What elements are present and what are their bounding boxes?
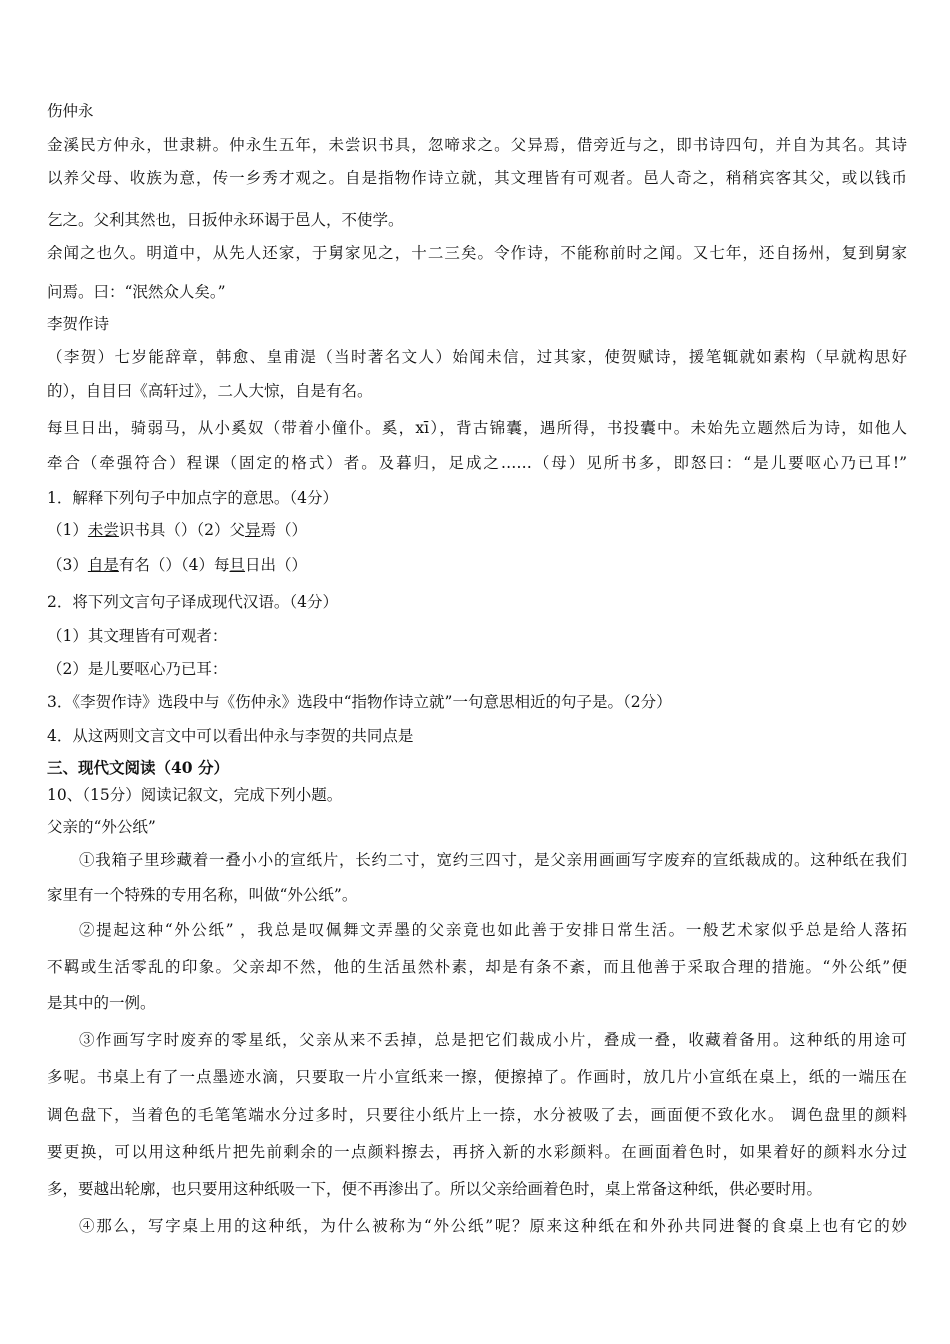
passage2-title: 李贺作诗 <box>47 315 110 333</box>
q1-part: 焉（） <box>260 521 308 539</box>
question-2-item-1: （1）其文理皆有可观者： <box>47 627 228 645</box>
section-heading: 三、现代文阅读（40 分） <box>47 758 229 777</box>
passage2-line: 的），自目曰《高轩过》，二人大惊，自是有名。 <box>47 382 373 400</box>
question-1-items-a <box>47 520 907 540</box>
article-line: ③作画写字时废弃的零星纸，父亲从来不丢掉，总是把它们裁成小片，叠成一叠，收藏着备用。这种纸的用途可 <box>79 1031 907 1049</box>
q1-part: 日出（） <box>245 556 308 574</box>
passage2-line: 牵合（牵强符合）程课（固定的格式）者。及暮归，足成之……（母）见所书多，即怒曰：“是儿要呕心乃已耳!” <box>47 454 907 472</box>
q1-part: （3） <box>47 556 88 574</box>
question-3: 3．《李贺作诗》选段中与《伤仲永》选段中“指物作诗立就”一句意思相近的句子是。（2分） <box>47 693 672 711</box>
passage1-title: 伤仲永 <box>47 102 94 120</box>
article-line: ②提起这种“外公纸” ，我总是叹佩舞文弄墨的父亲竟也如此善于安排日常生活。一般艺术家似乎总是给人落拓 <box>79 921 907 939</box>
dotted-word: 异 <box>245 521 261 539</box>
article-title: 父亲的“外公纸” <box>47 818 156 836</box>
article-line: 要更换，可以用这种纸片把先前剩余的一点颜料擦去，再挤入新的水彩颜料。在画面着色时，如果着好的颜料水分过 <box>47 1143 907 1161</box>
passage1-line: 乞之。父利其然也，日扳仲永环谒于邑人，不使学。 <box>47 211 404 229</box>
q1-part: 有名（）（4）每 <box>118 556 230 574</box>
q1-part: 识书具（）（2）父 <box>118 521 246 539</box>
article-line: 调色盘下，当着色的毛笔笔端水分过多时，只要往小纸片上一捺，水分被吸了去，画面便不致化水。 调色盘里的颜料 <box>47 1106 907 1124</box>
passage1-line: 余闻之也久。明道中，从先人还家，于舅家见之，十二三矣。令作诗，不能称前时之闻。又七年，还自扬州，复到舅家 <box>47 244 907 262</box>
passage1-line: 问焉。曰：“泯然众人矣。” <box>47 283 226 301</box>
question-2-item-2: （2）是儿要呕心乃已耳： <box>47 660 228 678</box>
passage2-line: （李贺）七岁能辞章，韩愈、皇甫湜（当时著名文人）始闻未信，过其家，使贺赋诗，援笔辄就如素构（早就构思好 <box>47 348 907 366</box>
article-line: 多，要越出轮廓，也只要用这种纸吸一下，便不再渗出了。所以父亲给画着色时，桌上常备这种纸，供必要时用。 <box>47 1180 823 1198</box>
question-2: 2．将下列文言句子译成现代汉语。（4分） <box>47 593 338 611</box>
dotted-word: 自是 <box>87 556 119 574</box>
q1-part: （1） <box>47 521 88 539</box>
question-1-items-b <box>47 555 907 575</box>
article-line: 家里有一个特殊的专用名称，叫做“外公纸”。 <box>47 886 358 904</box>
question-4: 4．从这两则文言文中可以看出仲永与李贺的共同点是 <box>47 727 414 745</box>
question-10: 10、（15分）阅读记叙文，完成下列小题。 <box>47 786 343 804</box>
passage1-line: 金溪民方仲永，世隶耕。仲永生五年，未尝识书具，忽啼求之。父异焉，借旁近与之，即书诗四句，并自为其名。其诗 <box>47 136 907 154</box>
passage1-line: 以养父母、收族为意，传一乡秀才观之。自是指物作诗立就，其文理皆有可观者。邑人奇之，稍稍宾客其父，或以钱币 <box>47 169 907 187</box>
passage2-line: 每旦日出，骑弱马，从小奚奴（带着小僮仆。奚，xī），背古锦囊，遇所得，书投囊中。未始先立题然后为诗，如他人 <box>47 419 907 437</box>
article-line: 多呢。书桌上有了一点墨迹水滴，只要取一片小宣纸来一擦，便擦掉了。作画时，放几片小宣纸在桌上，纸的一端压在 <box>47 1068 907 1086</box>
dotted-word: 未尝 <box>87 521 119 539</box>
article-line: ④那么，写字桌上用的这种纸，为什么被称为“外公纸”呢？原来这种纸在和外孙共同进餐的食桌上也有它的妙 <box>79 1217 907 1235</box>
article-line: 不羁或生活零乱的印象。父亲却不然，他的生活虽然朴素，却是有条不紊，而且他善于采取合理的措施。“外公纸”便 <box>47 958 907 976</box>
article-line: ①我箱子里珍藏着一叠小小的宣纸片，长约二寸，宽约三四寸，是父亲用画画写字废弃的宣纸裁成的。这种纸在我们 <box>79 851 907 869</box>
article-line: 是其中的一例。 <box>47 994 156 1012</box>
question-1: 1．解释下列句子中加点字的意思。（4分） <box>47 489 338 507</box>
dotted-word: 旦 <box>229 556 246 574</box>
